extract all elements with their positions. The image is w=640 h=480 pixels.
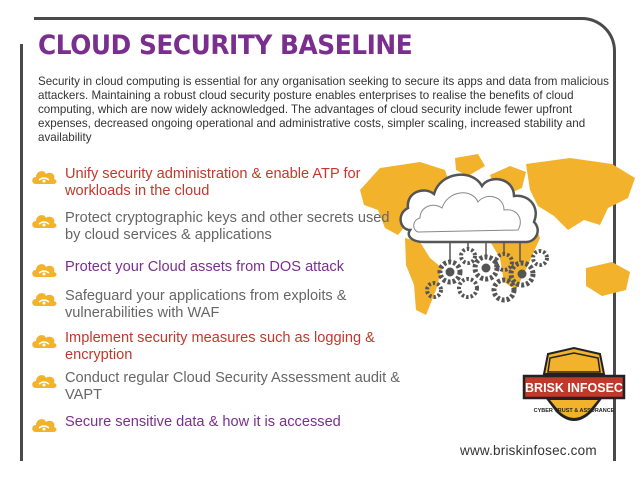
- cloud-icon: [30, 371, 58, 391]
- list-item-text: Implement security measures such as logging & encryption: [65, 330, 375, 363]
- page-title: CLOUD SECURITY BASELINE: [38, 30, 413, 61]
- cloud-icon: [30, 415, 58, 435]
- cloud-icon: [30, 289, 58, 309]
- intro-paragraph: Security in cloud computing is essential for any organisation seeking to secure its apps and data from malicious attackers. Maintaining a robust cloud security posture enables enterprises to realise the benefits of cloud computing, which are now widely acknowledged. The advantages of cloud security include fewer upfront expenses, decreased ongoing operational and administrative costs, simpler scaling, increased stability and availability: [38, 75, 609, 144]
- cloud-icon: [30, 167, 58, 187]
- list-item-text: Safeguard your applications from exploits & vulnerabilities with WAF: [65, 288, 347, 321]
- svg-text:CYBER TRUST & ASSURANCE: CYBER TRUST & ASSURANCE: [533, 408, 615, 414]
- list-item: [30, 330, 400, 370]
- feature-list: [30, 166, 400, 434]
- list-item: [30, 370, 400, 414]
- list-item: [30, 288, 400, 330]
- cloud-icon: [30, 331, 58, 351]
- list-item: [30, 210, 400, 259]
- website-link[interactable]: www.briskinfosec.com: [460, 443, 597, 458]
- cloud-icon: [30, 260, 58, 280]
- cloud-icon: [30, 211, 58, 231]
- brisk-infosec-logo: [520, 346, 628, 436]
- list-item-text: Protect cryptographic keys and other secrets used by cloud services & applications: [65, 210, 390, 243]
- list-item: [30, 414, 400, 434]
- list-item-text: Unify security administration & enable ATP for workloads in the cloud: [65, 166, 361, 199]
- list-item-text: Secure sensitive data & how it is accessed: [65, 414, 341, 430]
- list-item-text: Protect your Cloud assets from DOS attack: [65, 259, 345, 275]
- svg-text:BRISK INFOSEC: BRISK INFOSEC: [525, 381, 623, 395]
- list-item: [30, 259, 400, 288]
- list-item: [30, 166, 400, 210]
- list-item-text: Conduct regular Cloud Security Assessment audit & VAPT: [65, 370, 401, 403]
